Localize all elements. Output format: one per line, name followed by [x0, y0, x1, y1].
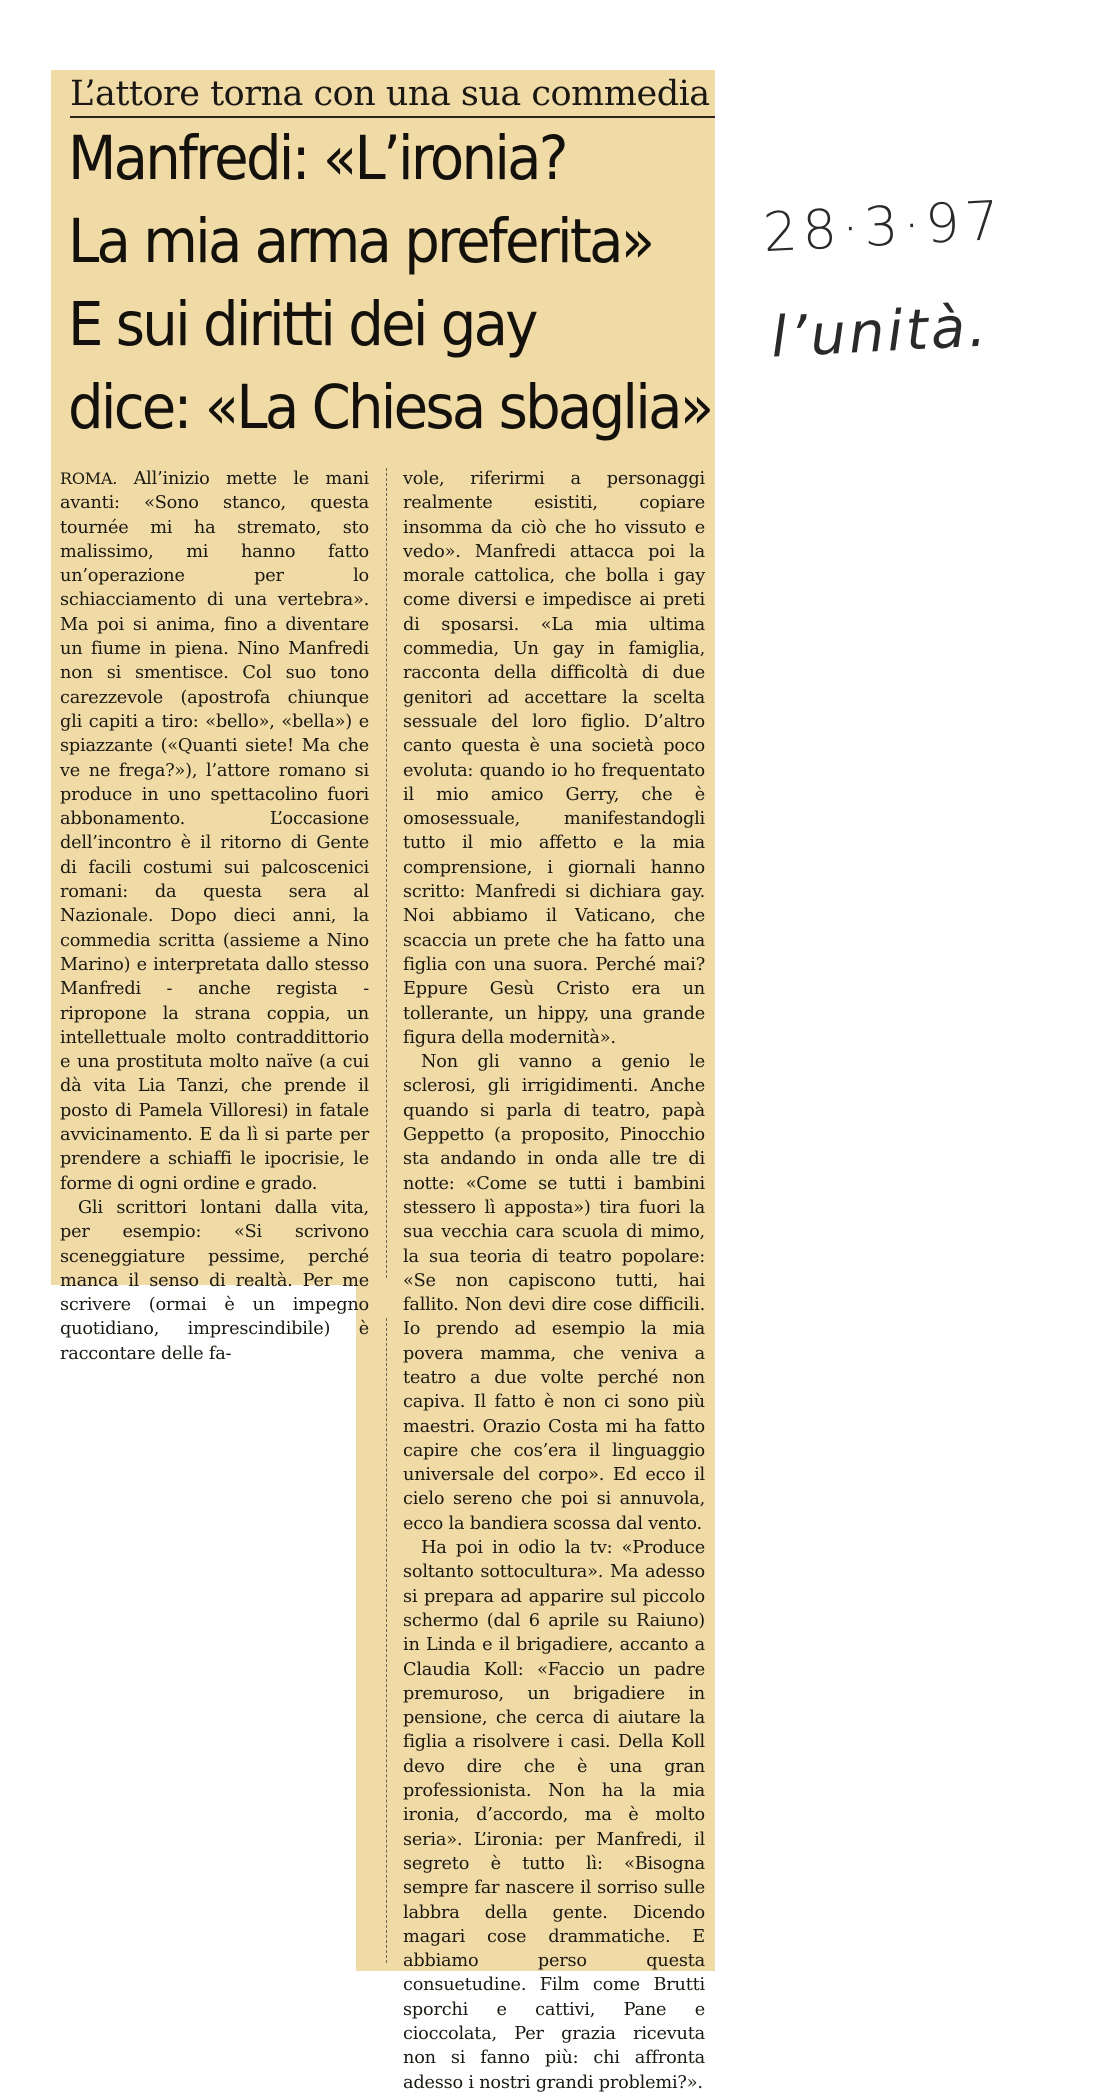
paragraph-text: All’inizio mette le mani avanti: «Sono stanco, questa tournée mi ha stremato, sto malissimo, mi hanno fatto un’operazione per lo schiacciamento di una vertebra». Ma poi si anima, fino a diventare un fiume in piena. Nino Manfredi non si smentisce. Col suo tono carezzevole (apostrofa chiunque gli capiti a tiro: «bello», «bella») e spiazzante («Quanti siete! Ma che ve ne frega?»), l’attore romano si produce in uno spettacolino fuori abbonamento. L’occasione dell’incontro è il ritorno di Gente di facili costumi sui palcoscenici romani: da questa sera al Nazionale. Dopo dieci anni, la commedia scritta (assieme a Nino Marino) e interpretata dallo stesso Manfredi - anche regista - ripropone la strana coppia, un intellettuale molto contraddittorio e una prostituta molto naïve (a cui dà vita Lia Tanzi, che prende il posto di Pamela Villoresi) in fatale avvicinamento. E da lì si parte per prendere a schiaffi le ipocrisie, le forme di ogni ordine e grado.	[60, 469, 369, 1194]
article-headline	[68, 117, 712, 449]
clipping-cutout	[51, 1285, 356, 1971]
dateline: ROMA.	[60, 469, 118, 488]
handwritten-source: l’unità.	[769, 294, 991, 371]
column-divider	[386, 1318, 388, 1963]
headline-line: La mia arma preferita»	[68, 206, 653, 277]
article-paragraph: Non gli vanno a genio le sclerosi, gli irrigidimenti. Anche quando si parla di teatro, papà Geppetto (a proposito, Pinocchio sta andando in onda alle tre di notte: «Come se tutti i bambini stessero lì apposta») tira fuori la sua vecchia cara scuola di mimo, la sua teoria di teatro popolare: «Se non capiscono tutti, hai fallito. Non devi dire cose difficili. Io prendo ad esempio la mia povera mamma, che veniva a teatro a due volte perché non capiva. Il fatto è non ci sono più maestri. Orazio Costa mi ha fatto capire che cos’era il linguaggio universale del corpo». Ed ecco il cielo sereno che poi si annuvola, ecco la bandiera scossa dal vento.	[403, 1052, 705, 1534]
handwritten-date: 28·3·97	[761, 188, 1006, 265]
headline-line: Manfredi: «L’ironia?	[68, 123, 566, 194]
article-paragraph	[60, 467, 369, 1196]
headline-line: dice: «La Chiesa sbaglia»	[68, 372, 712, 443]
article-column-left	[60, 467, 369, 1366]
column-divider	[386, 468, 388, 1278]
article-paragraph: Ha poi in odio la tv: «Produce soltanto sottocultura». Ma adesso si prepara ad apparire sul piccolo schermo (dal 6 aprile su Raiuno) in Linda e il brigadiere, accanto a Claudia Koll: «Faccio un padre premuroso, un brigadiere in pensione, che cerca di aiutare la figlia a risolvere i casi. Della Koll devo dire che è una gran professionista. Non ha la mia ironia, d’accordo, ma è molto seria». L’ironia: per Manfredi, il segreto è tutto lì: «Bisogna sempre far nascere il sorriso sulle labbra della gente. Dicendo magari cose drammatiche. E abbiamo perso questa consuetudine. Film come Brutti sporchi e cattivi, Pane e cioccolata, Per grazia ricevuta non si fanno più: chi affronta adesso i nostri grandi problemi?».	[403, 1538, 705, 2093]
article-column-right	[403, 467, 705, 2095]
headline-line: E sui diritti dei gay	[68, 289, 536, 360]
article-paragraph: Gli scrittori lontani dalla vita, per esempio: «Si scrivono sceneggiature pessime, perché manca il senso di realtà. Per me scrivere (ormai è un impegno quotidiano, imprescindibile) è raccontare delle fa-	[60, 1197, 369, 1364]
article-paragraph: vole, riferirmi a personaggi realmente esistiti, copiare insomma da ciò che ho vissuto e vedo». Manfredi attacca poi la morale cattolica, che bolla i gay come diversi e impedisce ai preti di sposarsi. «La mia ultima commedia, Un gay in famiglia, racconta della difficoltà di due genitori ad accettare la scelta sessuale del loro figlio. D’altro canto questa è una società poco evoluta: quando io ho frequentato il mio amico Gerry, che è omosessuale, manifestandogli tutto il mio affetto e la mia comprensione, i giornali hanno scritto: Manfredi si dichiara gay. Noi abbiamo il Vaticano, che scaccia un prete che ha fatto una figlia con una suora. Perché mai? Eppure Gesù Cristo era un tollerante, un hippy, una grande figura della modernità».	[403, 469, 705, 1048]
article-kicker: L’attore torna con una sua commedia	[70, 72, 715, 118]
